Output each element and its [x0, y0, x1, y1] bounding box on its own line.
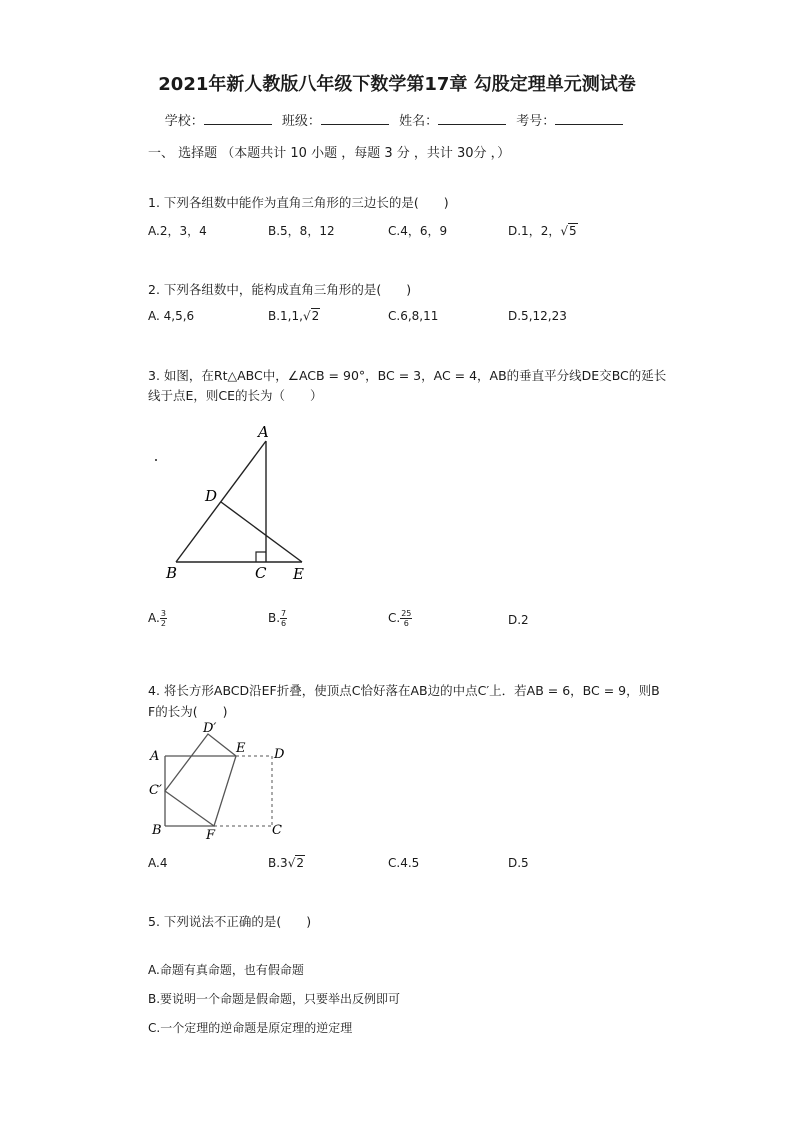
- q3-option-c-text: C.: [388, 611, 401, 625]
- stray-dot: [155, 459, 157, 461]
- q2-option-b-radicand: 2: [311, 309, 320, 323]
- denominator: 6: [403, 619, 409, 628]
- q1-option-d: [508, 222, 578, 239]
- q5-option-b: B.要说明一个命题是假命题，只要举出反例即可: [148, 992, 401, 1006]
- q4-option-b: [268, 856, 305, 870]
- q1-option-c: C.4，6，9: [388, 224, 448, 238]
- class-label: 班级：: [281, 114, 321, 129]
- q3-option-a: [148, 609, 167, 628]
- page-title: 2021年新人教版八年级下数学第17章 勾股定理单元测试卷: [158, 74, 636, 95]
- label-b: B: [166, 564, 178, 582]
- label-c-prime: C′: [149, 783, 162, 798]
- segment-ab: [176, 441, 266, 562]
- q2-option-b: [268, 309, 320, 323]
- label-a: A: [150, 749, 160, 764]
- folded-quadrilateral: [165, 734, 236, 826]
- q3-option-a-text: A.: [148, 611, 160, 625]
- class-blank: [321, 112, 389, 125]
- q1-option-b: B.5，8，12: [268, 224, 335, 238]
- student-info-line: [0, 110, 794, 129]
- question-2-stem: 2. 下列各组数中，能构成直角三角形的是( ): [148, 282, 412, 297]
- label-b: B: [152, 823, 162, 838]
- sqrt-sign: √5: [560, 224, 577, 238]
- exam-no-label: 考号：: [516, 114, 556, 129]
- sqrt-sign: √2: [287, 856, 304, 870]
- label-d: D: [205, 487, 218, 505]
- numerator: 25: [401, 609, 412, 618]
- denominator: 6: [281, 619, 287, 628]
- q2-option-b-text: B.1,1,: [268, 309, 303, 323]
- label-c: C: [255, 564, 267, 582]
- label-d: D: [274, 747, 285, 762]
- q5-option-c: C.一个定理的逆命题是原定理的逆定理: [148, 1021, 353, 1035]
- sqrt-sign: √2: [302, 309, 320, 323]
- q4-option-c: C.4.5: [388, 856, 420, 870]
- section-heading: 一、 选择题 （本题共计 10 小题 ，每题 3 分 ，共计 30分 ，）: [148, 146, 511, 161]
- q3-option-d: D.2: [508, 613, 529, 627]
- right-angle-mark: [256, 552, 266, 562]
- q3-option-b: [268, 609, 287, 628]
- denominator: 2: [160, 619, 166, 628]
- name-label: 姓名：: [399, 114, 439, 129]
- q3-option-c: [388, 609, 412, 628]
- label-d-prime: D′: [203, 721, 217, 736]
- fraction: [160, 609, 167, 628]
- q4-option-a: A.4: [148, 856, 168, 870]
- fraction: [400, 609, 412, 628]
- question-3-stem-line2: 线于点E，则CE的长为（ ）: [148, 388, 323, 403]
- q4-option-d: D.5: [508, 856, 529, 870]
- segment-de: [221, 502, 302, 562]
- q1-option-d-text: D.1，2，: [508, 224, 561, 238]
- q1-option-a: A.2，3，4: [148, 224, 207, 238]
- question-3-stem-line1: 3. 如图，在Rt△ABC中，∠ACB = 90°，BC = 3，AC = 4，AB的垂直平分线DE交BC的延长: [148, 368, 667, 383]
- school-label: 学校：: [164, 114, 204, 129]
- question-5-stem: 5. 下列说法不正确的是( ): [148, 914, 312, 929]
- fraction: [280, 609, 287, 628]
- q4-option-b-radicand: 2: [296, 856, 304, 870]
- label-e: E: [293, 565, 304, 583]
- q2-option-d: D.5,12,23: [508, 309, 567, 323]
- question-4-stem-line2: F的长为( ): [148, 704, 228, 719]
- q5-option-a: A.命题有真命题，也有假命题: [148, 963, 304, 977]
- label-a: A: [258, 423, 269, 441]
- q2-option-a: A. 4,5,6: [148, 309, 195, 323]
- exam-no-blank: [555, 112, 623, 125]
- q3-option-b-text: B.: [268, 611, 281, 625]
- school-blank: [204, 112, 272, 125]
- numerator: 3: [160, 609, 166, 618]
- label-e: E: [236, 741, 246, 756]
- q4-option-b-text: B.3: [268, 856, 288, 870]
- q3-triangle-figure: [150, 415, 320, 590]
- numerator: 7: [281, 609, 287, 618]
- name-blank: [438, 112, 506, 125]
- label-c: C: [272, 823, 282, 838]
- label-f: F: [206, 828, 216, 843]
- q1-option-d-radicand: 5: [568, 224, 577, 238]
- question-1-stem: 1. 下列各组数中能作为直角三角形的三边长的是( ): [148, 195, 449, 210]
- question-4-stem-line1: 4. 将长方形ABCD沿EF折叠，使顶点C恰好落在AB边的中点C′上．若AB = 6，BC = 9，则B: [148, 683, 660, 698]
- q4-fold-figure: [146, 718, 296, 843]
- q2-option-c: C.6,8,11: [388, 309, 439, 323]
